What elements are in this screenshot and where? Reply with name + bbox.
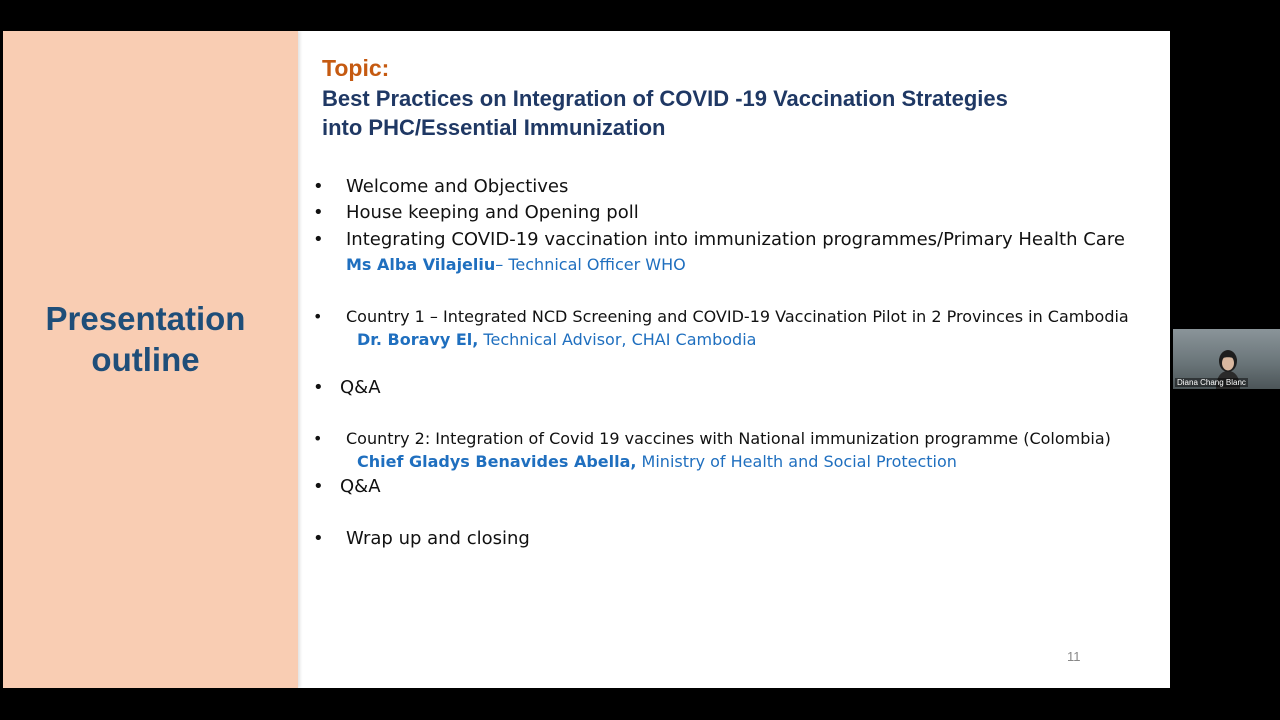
bullet-icon: • (313, 176, 324, 197)
outline-item-text: Country 1 – Integrated NCD Screening and COVID-19 Vaccination Pilot in 2 Provinces in Cambodia (346, 307, 1129, 326)
speaker-name: Chief Gladys Benavides Abella, (357, 452, 637, 471)
sidebar-title-line1: Presentation (45, 300, 246, 337)
participant-name-label: Diana Chang Blanc (1177, 378, 1246, 387)
speaker-role: Ministry of Health and Social Protection (636, 452, 957, 471)
slide-sidebar (3, 31, 298, 688)
bullet-icon: • (313, 476, 324, 497)
topic-title-line2: into PHC/Essential Immunization (322, 115, 666, 140)
speaker-line-2 (357, 330, 756, 349)
outline-item-text: Q&A (340, 377, 381, 398)
outline-item-text: Q&A (340, 476, 381, 497)
sidebar-title (3, 298, 288, 380)
topic-title-line1: Best Practices on Integration of COVID -19 Vaccination Strategies (322, 86, 1008, 111)
bullet-icon: • (313, 202, 324, 223)
page-number: 11 (1067, 649, 1081, 664)
bullet-icon: • (313, 377, 324, 398)
outline-item-text: Country 2: Integration of Covid 19 vaccines with National immunization programme (Colombia) (346, 429, 1111, 448)
bullet-icon: • (313, 429, 323, 448)
speaker-line-1 (346, 255, 686, 274)
speaker-name: Dr. Boravy El, (357, 330, 479, 349)
participant-video-tile[interactable] (1173, 329, 1280, 389)
bullet-icon: • (313, 307, 323, 326)
sidebar-title-line2: outline (91, 341, 200, 378)
outline-item-text: Integrating COVID-19 vaccination into immunization programmes/Primary Health Care (346, 229, 1125, 250)
speaker-name: Ms Alba Vilajeliu (346, 255, 496, 274)
speaker-role: – Technical Officer WHO (495, 255, 686, 274)
outline-item-text: Wrap up and closing (346, 528, 530, 549)
outline-item-text: House keeping and Opening poll (346, 202, 639, 223)
topic-label: Topic: (322, 55, 390, 81)
presentation-slide (3, 31, 1170, 688)
bullet-icon: • (313, 229, 324, 250)
topic-title (322, 84, 1122, 142)
speaker-role: Technical Advisor, CHAI Cambodia (478, 330, 757, 349)
outline-item-text: Welcome and Objectives (346, 176, 569, 197)
speaker-line-3 (357, 452, 957, 471)
bullet-icon: • (313, 528, 324, 549)
